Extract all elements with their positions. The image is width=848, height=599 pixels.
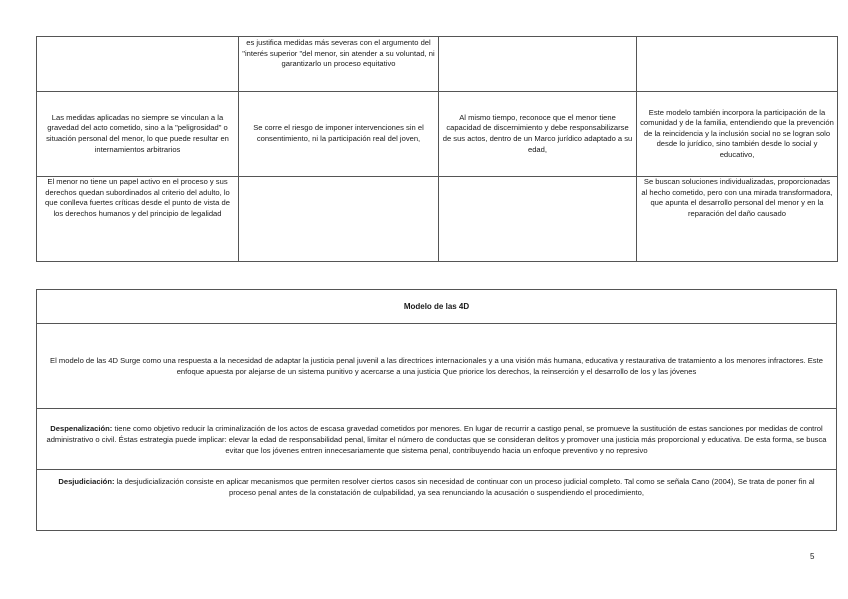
table-cell	[439, 177, 637, 262]
table-cell	[37, 37, 239, 92]
table-cell: Se buscan soluciones individualizadas, proporcionadas al hecho cometido, pero con una mirada transformadora, que apunta el desarrollo personal del menor y en la reparación del daño causado	[637, 177, 838, 262]
table-cell	[439, 37, 637, 92]
despenalizacion-text: tiene como objetivo reducir la criminalización de los actos de escasa gravedad cometidos por menores. En lugar de recurrir a castigo penal, se promueve la sustitución de estas sanciones por medidas de control administrativo o civil. Éstas estrategia puede implicar: elevar la edad de responsabilidad penal, limitar el número de conductas que se consideran delitos y promover una justicia más proporcional y educativa. De esta forma, se busca evitar que los jóvenes entren innecesariamente que sistema penal, contribuyendo hacia un enfoque preventivo y no represivo	[46, 423, 827, 455]
despenalizacion-term: Despenalización:	[50, 423, 113, 433]
table-cell: Al mismo tiempo, reconoce que el menor tiene capacidad de discernimiento y debe responsabilizarse de sus actos, dentro de un Marco jurídico adaptado a su edad,	[439, 92, 637, 177]
table-row	[37, 37, 838, 92]
table-cell: Las medidas aplicadas no siempre se vinculan a la gravedad del acto cometido, sino a la "peligrosidad" o situación personal del menor, lo que puede resultar en internamientos arbitrarios	[37, 92, 239, 177]
model-4d-table	[36, 289, 837, 531]
table-cell: es justifica medidas más severas con el argumento del "interés superior "del menor, sin atender a su voluntad, ni garantizarlo un proceso equitativo	[239, 37, 439, 92]
model-title-row	[37, 290, 837, 324]
despenalizacion-cell	[37, 409, 837, 470]
model-title: Modelo de las 4D	[37, 290, 837, 324]
desjudiciacion-row	[37, 470, 837, 531]
desjudiciacion-cell	[37, 470, 837, 531]
model-intro: El modelo de las 4D Surge como una respuesta a la necesidad de adaptar la justicia penal juvenil a las directrices internacionales y a una visión más humana, educativa y restaurativa de tratamiento a los menores infractores. Este enfoque apuesta por alejarse de un sistema punitivo y acercarse a una justicia Que priorice los derechos, la reinserción y el desarrollo de los y las jóvenes	[37, 324, 837, 409]
model-intro-row	[37, 324, 837, 409]
table-row	[37, 92, 838, 177]
table-cell: Se corre el riesgo de imponer intervenciones sin el consentimiento, ni la participación real del joven,	[239, 92, 439, 177]
table-cell	[637, 37, 838, 92]
table-cell	[239, 177, 439, 262]
table-cell: El menor no tiene un papel activo en el proceso y sus derechos quedan subordinados al criterio del adulto, lo que conlleva fuertes críticas desde el punto de vista de los derechos humanos y del principio de legalidad	[37, 177, 239, 262]
comparison-table	[36, 36, 838, 262]
desjudiciacion-text: la desjudicialización consiste en aplicar mecanismos que permiten resolver ciertos casos sin necesidad de continuar con un proceso judicial completo. Tal como se señala Cano (2004), Se trata de poner fin al proceso penal antes de la constatación de culpabilidad, ya sea renunciando la acusación o suspendiendo el procedimiento,	[114, 477, 815, 497]
desjudiciacion-term: Desjudiciación:	[58, 477, 115, 486]
table-row	[37, 177, 838, 262]
page-number: 5	[810, 552, 815, 561]
despenalizacion-row	[37, 409, 837, 470]
table-cell: Este modelo también incorpora la participación de la comunidad y de la familia, entendiendo que la prevención de la reincidencia y la inclusión social no se logran solo desde lo jurídico, sino también desde lo social y educativo,	[637, 92, 838, 177]
